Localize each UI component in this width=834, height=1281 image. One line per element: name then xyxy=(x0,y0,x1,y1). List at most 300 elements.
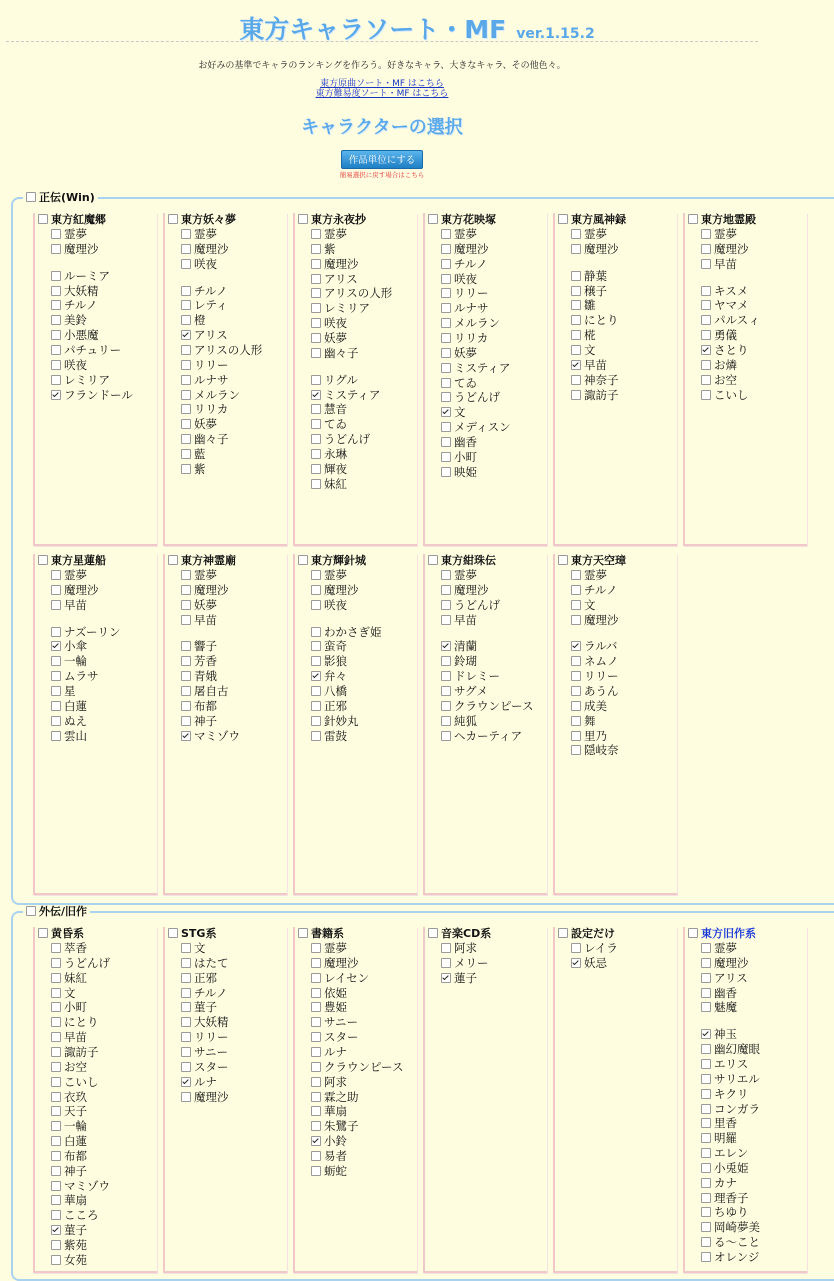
character-option[interactable] xyxy=(311,583,359,598)
character-option[interactable] xyxy=(181,417,217,432)
character-checkbox[interactable] xyxy=(311,656,321,666)
character-option[interactable] xyxy=(51,1060,87,1075)
character-option[interactable] xyxy=(51,1179,110,1194)
character-checkbox[interactable] xyxy=(571,375,581,385)
character-option[interactable] xyxy=(701,1087,749,1102)
character-checkbox[interactable] xyxy=(441,437,451,447)
character-checkbox[interactable] xyxy=(441,288,451,298)
character-option[interactable] xyxy=(51,343,121,358)
character-checkbox[interactable] xyxy=(51,229,61,239)
character-option[interactable] xyxy=(441,450,477,465)
character-option[interactable] xyxy=(571,269,607,284)
character-option[interactable] xyxy=(181,227,217,242)
character-checkbox[interactable] xyxy=(441,274,451,284)
character-option[interactable] xyxy=(51,1193,87,1208)
character-option[interactable] xyxy=(181,1000,217,1015)
character-option[interactable] xyxy=(311,257,359,272)
character-option[interactable] xyxy=(701,284,748,299)
character-checkbox[interactable] xyxy=(51,585,61,595)
character-checkbox[interactable] xyxy=(441,585,451,595)
character-checkbox[interactable] xyxy=(571,244,581,254)
character-option[interactable] xyxy=(701,313,760,328)
character-checkbox[interactable] xyxy=(571,701,581,711)
character-option[interactable] xyxy=(571,669,619,684)
character-option[interactable] xyxy=(181,613,217,628)
character-option[interactable] xyxy=(51,313,87,328)
character-option[interactable] xyxy=(571,298,596,313)
character-option[interactable] xyxy=(701,1072,760,1087)
character-option[interactable] xyxy=(51,1253,87,1268)
character-checkbox[interactable] xyxy=(51,1002,61,1012)
character-checkbox[interactable] xyxy=(181,419,191,429)
character-checkbox[interactable] xyxy=(311,731,321,741)
character-checkbox[interactable] xyxy=(701,943,711,953)
game-select-all-checkbox[interactable] xyxy=(428,555,438,565)
character-checkbox[interactable] xyxy=(441,333,451,343)
character-option[interactable] xyxy=(571,242,619,257)
character-checkbox[interactable] xyxy=(311,671,321,681)
character-checkbox[interactable] xyxy=(441,641,451,651)
character-checkbox[interactable] xyxy=(311,404,321,414)
character-option[interactable] xyxy=(181,343,262,358)
character-checkbox[interactable] xyxy=(311,390,321,400)
character-checkbox[interactable] xyxy=(181,286,191,296)
character-option[interactable] xyxy=(311,941,347,956)
character-option[interactable] xyxy=(441,971,477,986)
character-checkbox[interactable] xyxy=(311,1062,321,1072)
character-checkbox[interactable] xyxy=(51,1166,61,1176)
character-option[interactable] xyxy=(571,373,619,388)
character-option[interactable] xyxy=(701,257,737,272)
character-option[interactable] xyxy=(441,568,477,583)
character-option[interactable] xyxy=(441,242,489,257)
character-checkbox[interactable] xyxy=(701,360,711,370)
character-option[interactable] xyxy=(181,257,217,272)
character-checkbox[interactable] xyxy=(571,716,581,726)
character-checkbox[interactable] xyxy=(441,570,451,580)
character-option[interactable] xyxy=(51,373,110,388)
character-option[interactable] xyxy=(311,729,347,744)
character-option[interactable] xyxy=(181,729,240,744)
character-checkbox[interactable] xyxy=(441,318,451,328)
character-option[interactable] xyxy=(51,242,99,257)
character-checkbox[interactable] xyxy=(701,1237,711,1247)
character-checkbox[interactable] xyxy=(571,330,581,340)
character-option[interactable] xyxy=(311,1119,359,1134)
character-option[interactable] xyxy=(441,654,477,669)
character-checkbox[interactable] xyxy=(51,958,61,968)
character-option[interactable] xyxy=(441,729,522,744)
character-checkbox[interactable] xyxy=(701,1002,711,1012)
character-option[interactable] xyxy=(311,669,347,684)
character-option[interactable] xyxy=(441,361,510,376)
character-option[interactable] xyxy=(571,714,596,729)
character-checkbox[interactable] xyxy=(311,318,321,328)
character-checkbox[interactable] xyxy=(181,716,191,726)
character-option[interactable] xyxy=(51,1030,87,1045)
per-game-mode-button[interactable]: 作品単位にする xyxy=(341,150,423,169)
character-option[interactable] xyxy=(571,343,596,358)
character-checkbox[interactable] xyxy=(441,467,451,477)
character-option[interactable] xyxy=(441,669,500,684)
character-checkbox[interactable] xyxy=(441,244,451,254)
character-checkbox[interactable] xyxy=(51,656,61,666)
character-option[interactable] xyxy=(441,420,511,435)
character-checkbox[interactable] xyxy=(701,390,711,400)
character-option[interactable] xyxy=(51,1104,87,1119)
character-checkbox[interactable] xyxy=(441,943,451,953)
character-option[interactable] xyxy=(701,1000,737,1015)
character-option[interactable] xyxy=(311,447,347,462)
character-checkbox[interactable] xyxy=(51,1225,61,1235)
game-select-all-checkbox[interactable] xyxy=(168,214,178,224)
character-checkbox[interactable] xyxy=(51,627,61,637)
character-checkbox[interactable] xyxy=(311,570,321,580)
character-checkbox[interactable] xyxy=(181,570,191,580)
character-option[interactable] xyxy=(441,346,477,361)
character-option[interactable] xyxy=(311,639,347,654)
character-checkbox[interactable] xyxy=(701,1252,711,1262)
character-checkbox[interactable] xyxy=(181,701,191,711)
character-option[interactable] xyxy=(181,1060,229,1075)
character-option[interactable] xyxy=(701,227,737,242)
character-checkbox[interactable] xyxy=(51,390,61,400)
character-checkbox[interactable] xyxy=(701,973,711,983)
character-option[interactable] xyxy=(311,1060,403,1075)
character-checkbox[interactable] xyxy=(311,1077,321,1087)
character-option[interactable] xyxy=(181,1045,228,1060)
character-checkbox[interactable] xyxy=(181,300,191,310)
character-option[interactable] xyxy=(571,598,596,613)
character-checkbox[interactable] xyxy=(51,1092,61,1102)
character-option[interactable] xyxy=(701,242,749,257)
character-option[interactable] xyxy=(51,956,110,971)
character-option[interactable] xyxy=(441,714,477,729)
character-option[interactable] xyxy=(51,654,87,669)
character-option[interactable] xyxy=(311,598,347,613)
character-checkbox[interactable] xyxy=(701,286,711,296)
character-option[interactable] xyxy=(701,956,749,971)
character-option[interactable] xyxy=(441,316,500,331)
character-option[interactable] xyxy=(51,1075,99,1090)
character-checkbox[interactable] xyxy=(571,360,581,370)
character-checkbox[interactable] xyxy=(571,745,581,755)
character-option[interactable] xyxy=(701,1102,760,1117)
character-checkbox[interactable] xyxy=(181,1002,191,1012)
character-option[interactable] xyxy=(181,956,229,971)
character-checkbox[interactable] xyxy=(571,300,581,310)
character-checkbox[interactable] xyxy=(701,1104,711,1114)
character-option[interactable] xyxy=(311,286,392,301)
character-checkbox[interactable] xyxy=(571,315,581,325)
character-checkbox[interactable] xyxy=(441,378,451,388)
character-option[interactable] xyxy=(441,941,477,956)
character-checkbox[interactable] xyxy=(701,1148,711,1158)
character-checkbox[interactable] xyxy=(181,345,191,355)
character-option[interactable] xyxy=(311,1000,347,1015)
character-checkbox[interactable] xyxy=(571,286,581,296)
character-checkbox[interactable] xyxy=(181,330,191,340)
character-option[interactable] xyxy=(181,328,228,343)
character-option[interactable] xyxy=(571,684,619,699)
character-checkbox[interactable] xyxy=(311,1151,321,1161)
character-option[interactable] xyxy=(441,301,489,316)
character-checkbox[interactable] xyxy=(441,716,451,726)
character-option[interactable] xyxy=(311,346,359,361)
character-option[interactable] xyxy=(571,284,607,299)
character-option[interactable] xyxy=(51,1238,87,1253)
section-checkbox[interactable] xyxy=(26,192,36,202)
character-checkbox[interactable] xyxy=(311,375,321,385)
character-checkbox[interactable] xyxy=(181,244,191,254)
character-checkbox[interactable] xyxy=(181,585,191,595)
character-option[interactable] xyxy=(181,583,229,598)
character-option[interactable] xyxy=(311,301,370,316)
character-checkbox[interactable] xyxy=(441,363,451,373)
character-checkbox[interactable] xyxy=(181,671,191,681)
character-checkbox[interactable] xyxy=(311,259,321,269)
character-checkbox[interactable] xyxy=(311,1032,321,1042)
character-checkbox[interactable] xyxy=(701,1222,711,1232)
character-checkbox[interactable] xyxy=(701,1207,711,1217)
character-option[interactable] xyxy=(701,1220,760,1235)
character-checkbox[interactable] xyxy=(441,656,451,666)
character-option[interactable] xyxy=(51,684,76,699)
character-option[interactable] xyxy=(571,568,607,583)
character-option[interactable] xyxy=(51,941,87,956)
character-checkbox[interactable] xyxy=(701,958,711,968)
character-option[interactable] xyxy=(181,568,217,583)
character-checkbox[interactable] xyxy=(311,716,321,726)
character-checkbox[interactable] xyxy=(441,671,451,681)
character-option[interactable] xyxy=(51,598,87,613)
character-checkbox[interactable] xyxy=(311,958,321,968)
character-option[interactable] xyxy=(181,432,229,447)
character-checkbox[interactable] xyxy=(51,1195,61,1205)
character-checkbox[interactable] xyxy=(441,392,451,402)
character-option[interactable] xyxy=(441,613,477,628)
character-option[interactable] xyxy=(701,1161,749,1176)
character-option[interactable] xyxy=(701,358,737,373)
character-checkbox[interactable] xyxy=(181,229,191,239)
character-option[interactable] xyxy=(51,358,87,373)
character-option[interactable] xyxy=(51,1090,87,1105)
character-checkbox[interactable] xyxy=(51,286,61,296)
character-option[interactable] xyxy=(441,465,477,480)
character-option[interactable] xyxy=(181,1015,229,1030)
character-checkbox[interactable] xyxy=(181,1047,191,1057)
character-option[interactable] xyxy=(181,358,229,373)
character-checkbox[interactable] xyxy=(441,422,451,432)
character-checkbox[interactable] xyxy=(51,330,61,340)
character-option[interactable] xyxy=(701,1057,748,1072)
character-option[interactable] xyxy=(181,639,217,654)
character-checkbox[interactable] xyxy=(701,1044,711,1054)
character-option[interactable] xyxy=(701,1176,737,1191)
character-option[interactable] xyxy=(441,598,500,613)
character-checkbox[interactable] xyxy=(51,716,61,726)
character-checkbox[interactable] xyxy=(571,390,581,400)
character-option[interactable] xyxy=(311,971,369,986)
character-option[interactable] xyxy=(51,625,120,640)
character-checkbox[interactable] xyxy=(311,229,321,239)
character-option[interactable] xyxy=(311,654,347,669)
character-option[interactable] xyxy=(311,1075,347,1090)
character-checkbox[interactable] xyxy=(51,1121,61,1131)
character-checkbox[interactable] xyxy=(181,360,191,370)
character-checkbox[interactable] xyxy=(181,449,191,459)
character-option[interactable] xyxy=(311,242,336,257)
character-option[interactable] xyxy=(181,313,206,328)
character-checkbox[interactable] xyxy=(701,1118,711,1128)
game-select-all-checkbox[interactable] xyxy=(168,928,178,938)
character-checkbox[interactable] xyxy=(311,1002,321,1012)
character-option[interactable] xyxy=(311,1104,347,1119)
character-option[interactable] xyxy=(701,1027,737,1042)
character-option[interactable] xyxy=(311,316,347,331)
character-option[interactable] xyxy=(51,568,87,583)
character-checkbox[interactable] xyxy=(51,1151,61,1161)
character-checkbox[interactable] xyxy=(701,345,711,355)
character-checkbox[interactable] xyxy=(311,479,321,489)
character-checkbox[interactable] xyxy=(51,1255,61,1265)
character-checkbox[interactable] xyxy=(571,943,581,953)
character-checkbox[interactable] xyxy=(181,686,191,696)
character-checkbox[interactable] xyxy=(701,259,711,269)
character-checkbox[interactable] xyxy=(311,600,321,610)
character-checkbox[interactable] xyxy=(311,274,321,284)
character-option[interactable] xyxy=(181,941,206,956)
link-difficulty-sort[interactable]: 東方難易度ソート・MF はこちら xyxy=(315,89,449,99)
character-checkbox[interactable] xyxy=(571,570,581,580)
character-checkbox[interactable] xyxy=(311,1092,321,1102)
character-checkbox[interactable] xyxy=(311,973,321,983)
character-option[interactable] xyxy=(181,699,217,714)
character-option[interactable] xyxy=(311,1149,347,1164)
character-option[interactable] xyxy=(51,1045,99,1060)
game-select-all-checkbox[interactable] xyxy=(298,555,308,565)
character-option[interactable] xyxy=(441,405,466,420)
character-checkbox[interactable] xyxy=(51,300,61,310)
game-select-all-checkbox[interactable] xyxy=(298,928,308,938)
character-option[interactable] xyxy=(571,699,607,714)
character-option[interactable] xyxy=(441,956,489,971)
character-option[interactable] xyxy=(311,477,347,492)
character-option[interactable] xyxy=(311,388,380,403)
character-option[interactable] xyxy=(311,625,382,640)
character-option[interactable] xyxy=(571,729,607,744)
character-option[interactable] xyxy=(701,1205,749,1220)
character-option[interactable] xyxy=(441,435,477,450)
character-option[interactable] xyxy=(701,298,749,313)
character-option[interactable] xyxy=(51,1134,87,1149)
character-checkbox[interactable] xyxy=(181,259,191,269)
character-checkbox[interactable] xyxy=(51,600,61,610)
character-checkbox[interactable] xyxy=(51,244,61,254)
character-option[interactable] xyxy=(181,1030,229,1045)
character-checkbox[interactable] xyxy=(181,404,191,414)
character-checkbox[interactable] xyxy=(181,988,191,998)
character-checkbox[interactable] xyxy=(51,686,61,696)
character-option[interactable] xyxy=(441,639,477,654)
character-option[interactable] xyxy=(51,284,99,299)
character-option[interactable] xyxy=(701,971,748,986)
character-option[interactable] xyxy=(51,669,99,684)
character-checkbox[interactable] xyxy=(441,303,451,313)
character-checkbox[interactable] xyxy=(311,333,321,343)
character-checkbox[interactable] xyxy=(311,244,321,254)
character-checkbox[interactable] xyxy=(51,1136,61,1146)
character-option[interactable] xyxy=(181,402,228,417)
character-checkbox[interactable] xyxy=(181,434,191,444)
character-checkbox[interactable] xyxy=(51,1047,61,1057)
character-checkbox[interactable] xyxy=(701,1089,711,1099)
character-option[interactable] xyxy=(311,568,347,583)
character-option[interactable] xyxy=(51,298,97,313)
character-checkbox[interactable] xyxy=(571,641,581,651)
character-option[interactable] xyxy=(311,1015,358,1030)
character-checkbox[interactable] xyxy=(311,1166,321,1176)
character-option[interactable] xyxy=(181,714,217,729)
character-option[interactable] xyxy=(181,654,217,669)
character-checkbox[interactable] xyxy=(311,943,321,953)
character-checkbox[interactable] xyxy=(571,671,581,681)
character-checkbox[interactable] xyxy=(441,958,451,968)
character-option[interactable] xyxy=(51,328,99,343)
character-checkbox[interactable] xyxy=(51,1106,61,1116)
character-checkbox[interactable] xyxy=(311,1047,321,1057)
character-option[interactable] xyxy=(181,447,206,462)
character-checkbox[interactable] xyxy=(181,656,191,666)
character-option[interactable] xyxy=(571,613,619,628)
character-option[interactable] xyxy=(311,1030,359,1045)
character-checkbox[interactable] xyxy=(181,641,191,651)
character-checkbox[interactable] xyxy=(311,686,321,696)
character-option[interactable] xyxy=(441,699,533,714)
character-option[interactable] xyxy=(571,583,617,598)
character-option[interactable] xyxy=(311,272,358,287)
character-option[interactable] xyxy=(51,729,87,744)
character-option[interactable] xyxy=(441,390,500,405)
character-option[interactable] xyxy=(701,1235,760,1250)
character-checkbox[interactable] xyxy=(701,1178,711,1188)
character-option[interactable] xyxy=(701,1116,737,1131)
character-checkbox[interactable] xyxy=(51,1210,61,1220)
character-option[interactable] xyxy=(571,639,617,654)
game-select-all-checkbox[interactable] xyxy=(298,214,308,224)
character-option[interactable] xyxy=(181,1075,217,1090)
character-option[interactable] xyxy=(51,639,87,654)
character-checkbox[interactable] xyxy=(51,1240,61,1250)
character-option[interactable] xyxy=(181,986,227,1001)
character-checkbox[interactable] xyxy=(571,958,581,968)
character-checkbox[interactable] xyxy=(311,303,321,313)
character-checkbox[interactable] xyxy=(311,434,321,444)
character-checkbox[interactable] xyxy=(571,345,581,355)
character-option[interactable] xyxy=(441,272,477,287)
character-option[interactable] xyxy=(311,956,359,971)
character-option[interactable] xyxy=(571,941,618,956)
character-checkbox[interactable] xyxy=(311,1017,321,1027)
character-checkbox[interactable] xyxy=(181,958,191,968)
character-checkbox[interactable] xyxy=(571,600,581,610)
character-checkbox[interactable] xyxy=(181,943,191,953)
character-checkbox[interactable] xyxy=(311,988,321,998)
character-option[interactable] xyxy=(571,956,607,971)
character-option[interactable] xyxy=(311,227,347,242)
character-checkbox[interactable] xyxy=(181,731,191,741)
character-checkbox[interactable] xyxy=(701,1163,711,1173)
